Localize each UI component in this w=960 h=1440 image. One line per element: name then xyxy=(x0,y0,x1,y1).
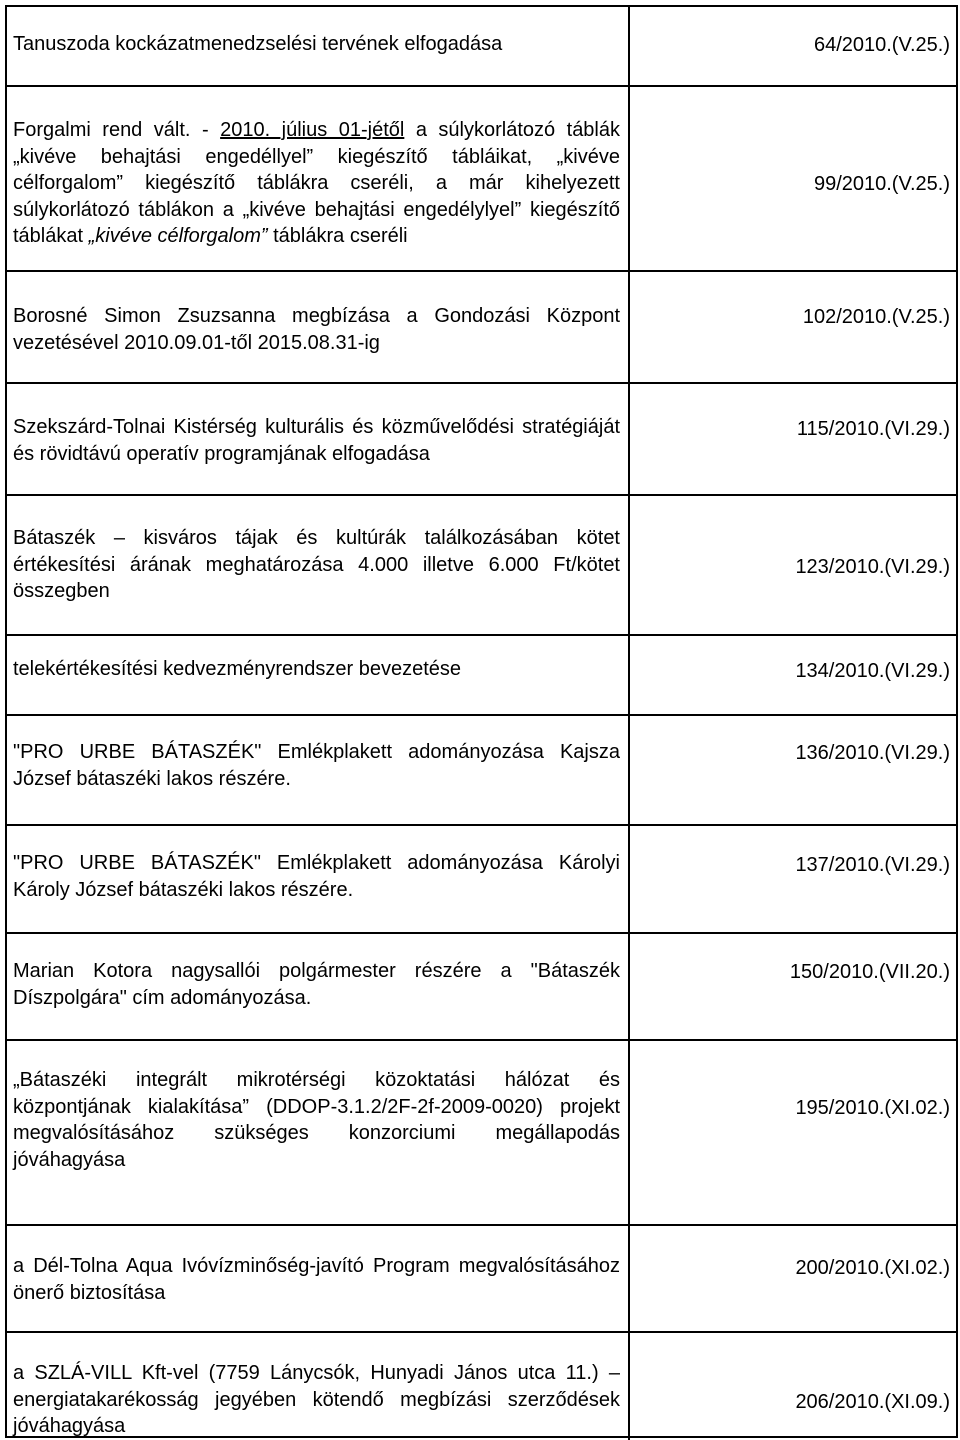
column-divider xyxy=(628,7,630,85)
table-row xyxy=(7,716,956,826)
resolution-number: 195/2010.(XI.02.) xyxy=(795,1097,950,1119)
column-divider xyxy=(628,87,630,270)
table-row xyxy=(7,1333,956,1440)
resolution-description: "PRO URBE BÁTASZÉK" Emlékplakett adományozása Kajsza József bátaszéki lakos részére. xyxy=(13,741,620,790)
table-row xyxy=(7,384,956,496)
resolution-description: „Bátaszéki integrált mikrotérségi közoktatási hálózat és központjának kialakítása” (DDOP-3.1.2/2F-2f-2009-0020) projekt megvalósításához szükséges konzorciumi megállapodás jóváhagyása xyxy=(13,1069,620,1171)
desc-part-underlined: 2010. július 01-jétől xyxy=(220,119,405,141)
resolution-description: a Dél-Tolna Aqua Ivóvízminőség-javító Program megvalósításához önerő biztosítása xyxy=(13,1255,620,1304)
table-row xyxy=(7,1226,956,1333)
resolution-description xyxy=(13,117,620,250)
column-divider xyxy=(628,934,630,1039)
resolution-number: 115/2010.(VI.29.) xyxy=(796,418,950,440)
table-row xyxy=(7,496,956,636)
resolution-number: 136/2010.(VI.29.) xyxy=(795,742,950,764)
resolution-number: 64/2010.(V.25.) xyxy=(813,34,950,56)
resolution-number: 150/2010.(VII.20.) xyxy=(789,961,950,983)
resolution-number: 99/2010.(V.25.) xyxy=(813,173,950,195)
column-divider xyxy=(628,716,630,824)
table-row xyxy=(7,1041,956,1226)
table-row xyxy=(7,826,956,934)
desc-part: Forgalmi rend vált. - xyxy=(13,119,221,141)
resolution-description: Borosné Simon Zsuzsanna megbízása a Gondozási Központ vezetésével 2010.09.01-től 2015.08.31-ig xyxy=(13,305,620,354)
table-row xyxy=(7,272,956,384)
column-divider xyxy=(628,384,630,494)
column-divider xyxy=(628,272,630,382)
resolution-description: Bátaszék – kisváros tájak és kultúrák találkozásában kötet értékesítési árának meghatározása 4.000 illetve 6.000 Ft/kötet összegben xyxy=(13,527,620,602)
table-row xyxy=(7,636,956,716)
desc-part-italic: „kivéve célforgalom” xyxy=(88,225,268,247)
resolution-description: Tanuszoda kockázatmenedzselési tervének elfogadása xyxy=(13,33,503,55)
resolution-description: Marian Kotora nagysallói polgármester részére a "Bátaszék Díszpolgára" cím adományozása. xyxy=(13,960,620,1009)
resolution-number: 200/2010.(XI.02.) xyxy=(795,1257,950,1279)
resolution-number: 123/2010.(VI.29.) xyxy=(795,556,950,578)
table-row xyxy=(7,87,956,272)
column-divider xyxy=(628,1333,630,1440)
resolution-number: 102/2010.(V.25.) xyxy=(802,306,950,328)
resolution-description: a SZLÁ-VILL Kft-vel (7759 Lánycsók, Hunyadi János utca 11.) – energiatakarékosság jegyében kötendő megbízási szerződések jóváhagyása xyxy=(13,1362,620,1437)
column-divider xyxy=(628,1041,630,1224)
resolution-number: 134/2010.(VI.29.) xyxy=(795,660,950,682)
column-divider xyxy=(628,826,630,932)
resolution-number: 206/2010.(XI.09.) xyxy=(795,1391,950,1413)
resolutions-table xyxy=(5,5,958,1438)
table-row xyxy=(7,7,956,87)
resolution-description: "PRO URBE BÁTASZÉK" Emlékplakett adományozása Károlyi Károly József bátaszéki lakos részére. xyxy=(13,852,620,901)
column-divider xyxy=(628,1226,630,1331)
resolution-number: 137/2010.(VI.29.) xyxy=(795,854,950,876)
table-row xyxy=(7,934,956,1041)
column-divider xyxy=(628,636,630,714)
resolution-description: telekértékesítési kedvezményrendszer bevezetése xyxy=(13,658,462,680)
desc-part: a súlykorlátozó táblák „kivéve behajtási engedéllyel” kiegészítő tábláikat, „kivéve célforgalom” kiegészítő táblákra cseréli, a már kihelyezett súlykorlátozó táblákon a „kivéve behajtási engedélylyel” kiegészítő táblákat xyxy=(13,119,621,247)
column-divider xyxy=(628,496,630,634)
desc-part: táblákra cseréli xyxy=(267,225,408,247)
resolution-description: Szekszárd-Tolnai Kistérség kulturális és közművelődési stratégiáját és rövidtávú operatív programjának elfogadása xyxy=(13,416,620,465)
